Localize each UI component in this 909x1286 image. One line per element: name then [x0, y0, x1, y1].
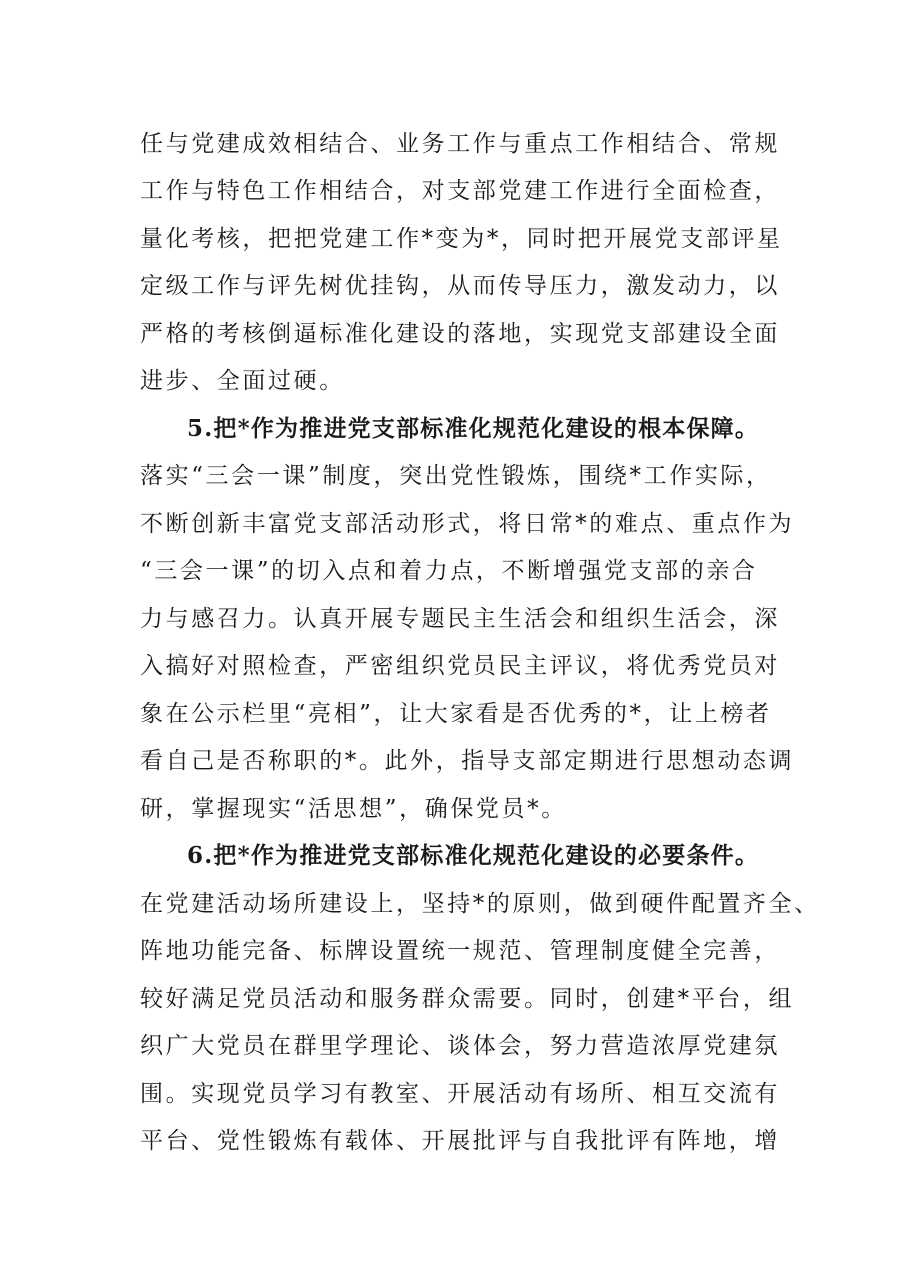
paragraph-line: 定级工作与评先树优挂钩，从而传导压力，激发动力，以 — [140, 273, 780, 299]
paragraph-line: 入搞好对照检查，严密组织党员民主评议，将优秀党员对 — [140, 653, 780, 679]
paragraph-line: 工作与特色工作相结合，对支部党建工作进行全面检查， — [140, 178, 780, 204]
paragraph-line: 不断创新丰富党支部活动形式，将日常*的难点、重点作为 — [140, 511, 795, 537]
paragraph-line: “三会一课”的切入点和着力点，不断增强党支部的亲合 — [140, 558, 758, 584]
paragraph-line: 织广大党员在群里学理论、谈体会，努力营造浓厚党建氛 — [140, 1033, 780, 1059]
paragraph-line: 进步、全面过硬。 — [140, 368, 345, 394]
paragraph-line: 研，掌握现实“活思想”，确保党员*。 — [140, 796, 567, 822]
paragraph-line: 在党建活动场所建设上，坚持*的原则，做到硬件配置齐全、 — [140, 891, 820, 917]
paragraph-line: 象在公示栏里“亮相”，让大家看是否优秀的*，让上榜者 — [140, 701, 772, 727]
paragraph-line: 严格的考核倒逼标准化建设的落地，实现党支部建设全面 — [140, 321, 780, 347]
paragraph-line: 围。实现党员学习有教室、开展活动有场所、相互交流有 — [140, 1081, 780, 1107]
paragraph-line: 平台、党性锻炼有载体、开展批评与自我批评有阵地，增 — [140, 1128, 780, 1154]
paragraph-line: 较好满足党员活动和服务群众需要。同时，创建*平台，组 — [140, 986, 795, 1012]
section-heading-6: 6.把*作为推进党支部标准化规范化建设的必要条件。 — [187, 842, 760, 869]
paragraph-line: 看自己是否称职的*。此外，指导支部定期进行思想动态调 — [140, 748, 795, 774]
paragraph-line: 阵地功能完备、标牌设置统一规范、管理制度健全完善， — [140, 938, 780, 964]
paragraph-line: 量化考核，把把党建工作*变为*，同时把开展党支部评星 — [140, 226, 783, 252]
section-heading-5: 5.把*作为推进党支部标准化规范化建设的根本保障。 — [187, 415, 760, 442]
paragraph-line: 力与感召力。认真开展专题民主生活会和组织生活会，深 — [140, 606, 780, 632]
paragraph-line: 落实“三会一课”制度，突出党性锻炼，围绕*工作实际， — [140, 463, 772, 489]
paragraph-line: 任与党建成效相结合、业务工作与重点工作相结合、常规 — [140, 131, 780, 157]
